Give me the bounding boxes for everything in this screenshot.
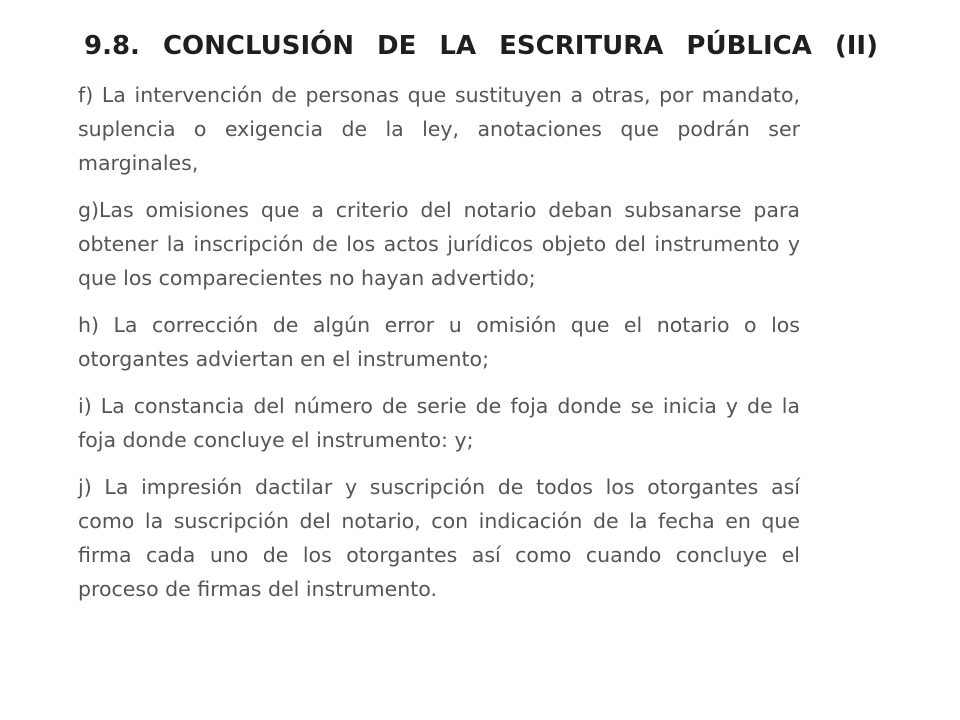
slide-title: 9.8. CONCLUSIÓN DE LA ESCRITURA PÚBLICA (II) <box>84 31 878 61</box>
paragraph-f: f) La intervención de personas que sustituyen a otras, por mandato, suplencia o exigencia de la ley, anotaciones que podrán ser marginales, <box>78 83 800 175</box>
paragraph-j: j) La impresión dactilar y suscripción de todos los otorgantes así como la suscripción del notario, con indicación de la fecha en que firma cada uno de los otorgantes así como cuando concluye el proceso de firmas del instrumento. <box>78 475 800 601</box>
slide-body <box>78 78 800 619</box>
paragraph-i: i) La constancia del número de serie de foja donde se inicia y de la foja donde concluye el instrumento: y; <box>78 394 800 452</box>
paragraph-g: g)Las omisiones que a criterio del notario deban subsanarse para obtener la inscripción de los actos jurídicos objeto del instrumento y que los comparecientes no hayan advertido; <box>78 198 800 290</box>
paragraph-h: h) La corrección de algún error u omisión que el notario o los otorgantes adviertan en el instrumento; <box>78 313 800 371</box>
